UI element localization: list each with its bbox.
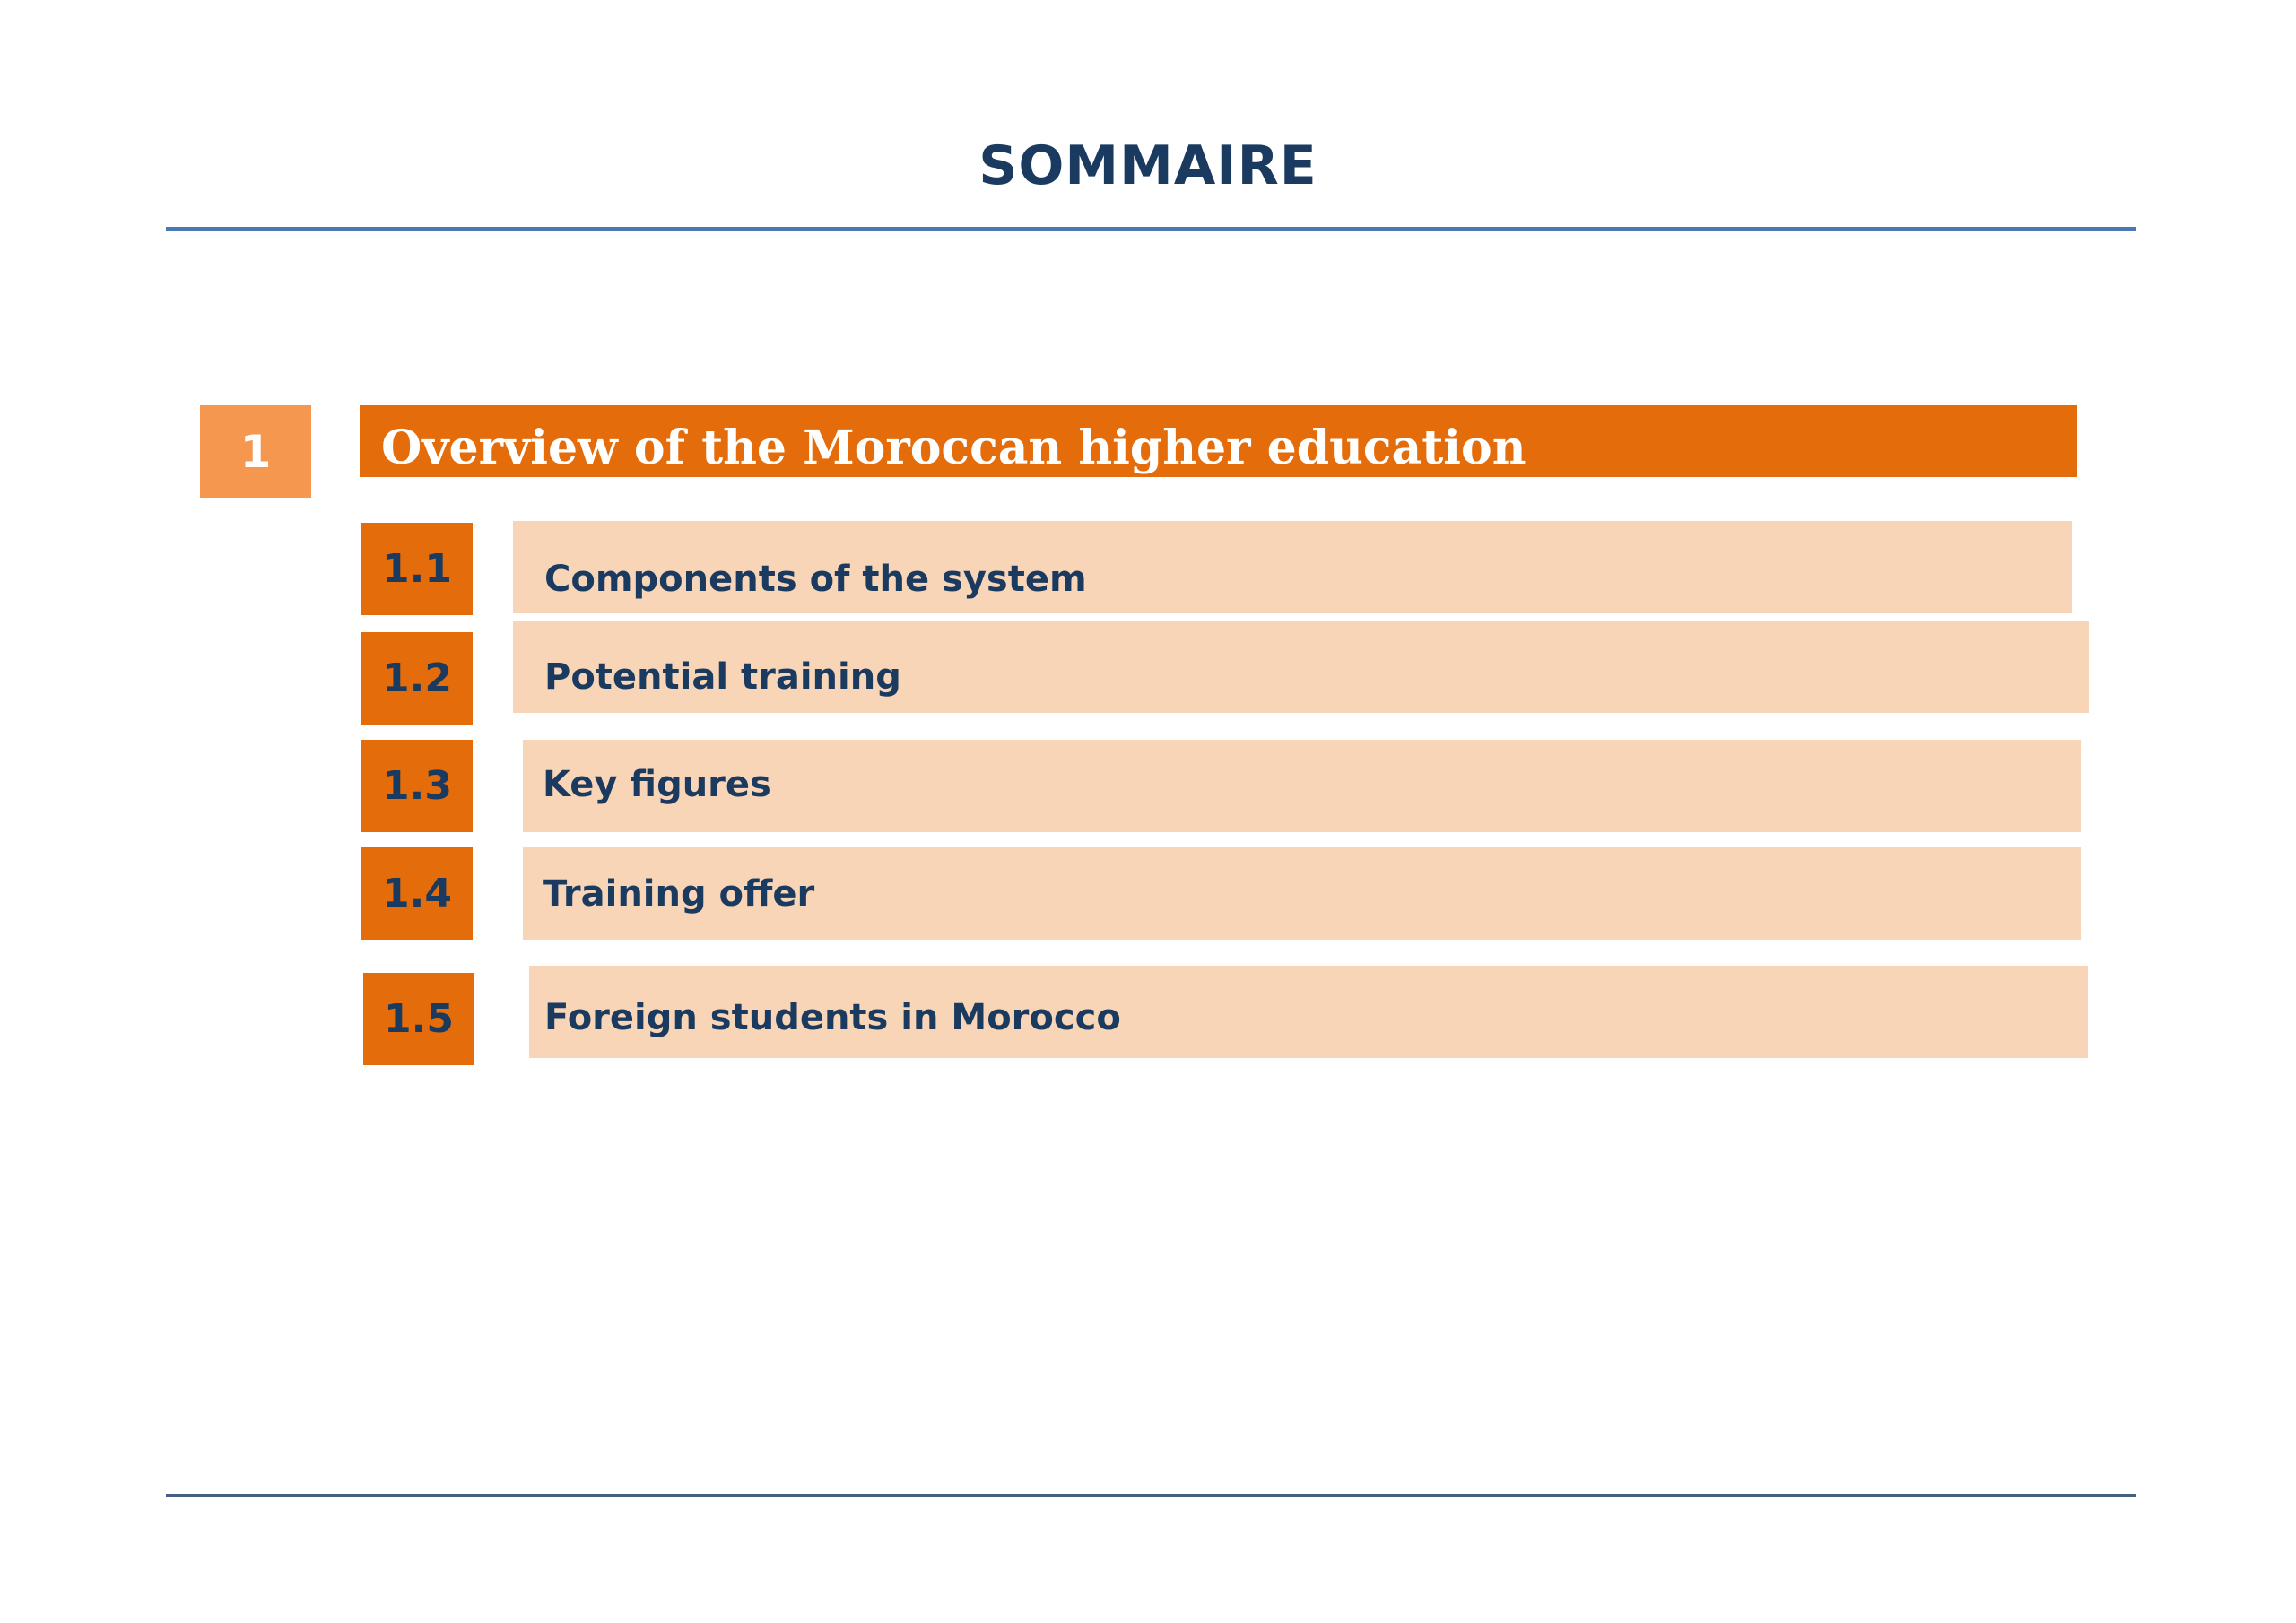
- subsection-number-1-1: 1.1: [361, 523, 473, 615]
- subsection-number-1-3: 1.3: [361, 740, 473, 832]
- subsection-label-1-5[interactable]: Foreign students in Morocco: [544, 997, 1121, 1038]
- section-number-badge: 1: [200, 405, 311, 498]
- top-divider: [166, 227, 2136, 231]
- bottom-divider: [166, 1494, 2136, 1497]
- subsection-label-1-3[interactable]: Key figures: [543, 764, 771, 805]
- subsection-number-1-2: 1.2: [361, 632, 473, 725]
- section-title[interactable]: Overview of the Moroccan higher education: [381, 421, 1526, 475]
- page-title: SOMMAIRE: [978, 135, 1318, 197]
- subsection-number-1-5: 1.5: [363, 973, 474, 1065]
- subsection-label-1-1[interactable]: Components of the system: [544, 559, 1087, 600]
- subsection-label-1-4[interactable]: Training offer: [543, 873, 815, 915]
- subsection-label-1-2[interactable]: Potential training: [544, 656, 901, 698]
- subsection-number-1-4: 1.4: [361, 847, 473, 940]
